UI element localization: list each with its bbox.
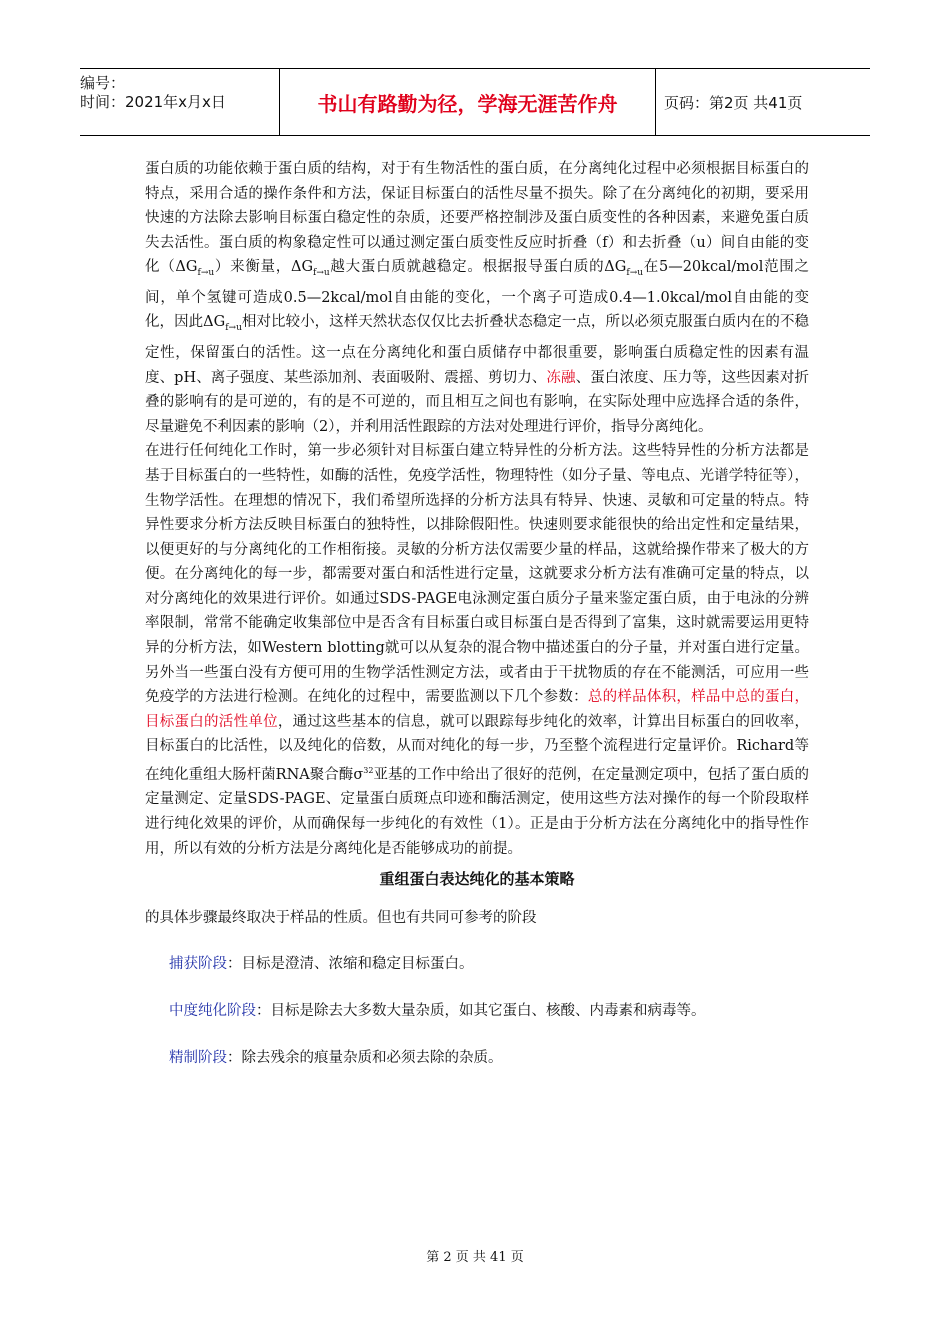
page-header: [80, 68, 870, 136]
stage-intermediate: [169, 999, 809, 1024]
text-run: 蛋白质的功能依赖于蛋白质的结构，对于有生物活性的蛋白质，在分离纯化过程中必须根据目标蛋白的特点，采用合适的操作条件和方法，保证目标蛋白的活性尽量不损失。除了在分离纯化的初期，要采用快速的方法除去影响目标蛋白稳定性的杂质，还要严格控制涉及蛋白质变性的各种因素，来避免蛋白质失去活性。蛋白质的构象稳定性可以通过测定蛋白质变性反应时折叠（f）和去折叠（u）间自由能的变化（ΔG: [145, 161, 809, 276]
text-run: ，通过这些基本的信息，就可以跟踪每步纯化的效率，计算出目标蛋白的回收率，目标蛋白的比活性，以及纯化的倍数，从而对纯化的每一步，乃至整个流程进行定量评价。Richard等在纯化重组大肠杆菌RNA聚合酶σ: [145, 713, 810, 783]
text-run: 、蛋白浓度、压力等，这些因素对折叠的影响有的是可逆的，有的是不可逆的，而且相互之间也有影响，在实际处理中应选择合适的条件，尽量避免不利因素的影响（2），并利用活性跟踪的方法对处理进行评价，指导分离纯化。: [145, 369, 809, 435]
page-footer: 第 2 页 共 41 页: [426, 1250, 524, 1265]
highlight-text: 冻融: [546, 369, 576, 386]
stage-description: ：目标是澄清、浓缩和稳定目标蛋白。: [227, 956, 474, 973]
stage-label: 中度纯化阶段: [169, 1003, 256, 1020]
stage-description: ：目标是除去大多数大量杂质，如其它蛋白、核酸、内毒素和病毒等。: [256, 1003, 706, 1020]
header-page-info: 页码：第2页 共41页: [664, 93, 803, 112]
header-meta: [80, 69, 280, 135]
stage-label: 捕获阶段: [169, 956, 227, 973]
document-number-label: 编号：: [80, 74, 126, 92]
stage-capture: [169, 952, 809, 977]
superscript: 32: [363, 766, 374, 776]
stage-polishing: [169, 1046, 809, 1071]
paragraph-analysis-methods: [145, 439, 809, 861]
header-motto: 书山有路勤为径，学海无涯苦作舟: [280, 69, 656, 135]
text-run: 在5—20kcal/mol范围之间，单个氢键可造成0.5—2kcal/mol自由能的变化，一个离子可造成0.4—1.0kcal/mol自由能的变化，因此ΔG: [145, 259, 809, 331]
document-body: [145, 157, 809, 1092]
text-run: 越大蛋白质就越稳定。根据报导蛋白质的ΔG: [329, 259, 627, 276]
stage-label: 精制阶段: [169, 1049, 227, 1066]
subscript: f→u: [626, 268, 644, 279]
text-run: 亚基的工作中给出了很好的范例，在定量测定项中，包括了蛋白质的定量测定、定量SDS-PAGE、定量蛋白质斑点印迹和酶活测定，使用这些方法对操作的每一个阶段取样进行纯化效果的评价，从而确保每一步纯化的有效性（1）。正是由于分析方法在分离纯化中的指导性作用，所以有效的分析方法是分离纯化是否能够成功的前提。: [145, 766, 809, 857]
paragraph-protein-stability: [145, 157, 809, 439]
document-date: 时间：2021年x月x日: [80, 93, 226, 111]
text-run: 在进行任何纯化工作时，第一步必须针对目标蛋白建立特异性的分析方法。这些特异性的分析方法都是基于目标蛋白的一些特性，如酶的活性，免疫学活性，物理特性（如分子量、等电点、光谱学特征等），生物学活性。在理想的情况下，我们希望所选择的分析方法具有特异、快速、灵敏和可定量的特点。特异性要求分析方法反映目标蛋白的独特性，以排除假阳性。快速则要求能很快的给出定性和定量结果，以便更好的与分离纯化的工作相衔接。灵敏的分析方法仅需要少量的样品，这就给操作带来了极大的方便。在分离纯化的每一步，都需要对蛋白和活性进行定量，这就要求分析方法有准确可定量的特点，以对分离纯化的效果进行评价。如通过SDS-PAGE电泳测定蛋白质分子量来鉴定蛋白质，由于电泳的分辨率限制，常常不能确定收集部位中是否含有目标蛋白或目标蛋白是否得到了富集，这时就需要运用更特异的分析方法，如Western blotting就可以从复杂的混合物中描述蛋白的分子量，并对蛋白进行定量。另外当一些蛋白没有方便可用的生物学活性测定方法，或者由于干扰物质的存在不能测活，可应用一些免疫学的方法进行检测。在纯化的过程中，需要监测以下几个参数：: [145, 443, 809, 706]
highlight-text: 总的样品体积，样品中总的蛋白，目标蛋白的活性单位: [145, 689, 810, 730]
section-intro: 的具体步骤最终取决于样品的性质。但也有共同可参考的阶段: [145, 909, 537, 926]
text-run: ）来衡量，ΔG: [214, 259, 314, 276]
subscript: f→u: [225, 323, 242, 334]
text-run: 相对比较小，这样天然状态仅仅比去折叠状态稳定一点，所以必须克服蛋白质内在的不稳定性，保留蛋白的活性。这一点在分离纯化和蛋白质储存中都很重要，影响蛋白质稳定性的因素有温度、pH、离子强度、某些添加剂、表面吸附、震摇、剪切力、: [145, 314, 809, 386]
subscript: f→u: [313, 268, 330, 279]
section-heading: 重组蛋白表达纯化的基本策略: [379, 870, 575, 889]
subscript: f→u: [197, 268, 215, 279]
stage-description: ：除去残余的痕量杂质和必须去除的杂质。: [227, 1049, 503, 1066]
